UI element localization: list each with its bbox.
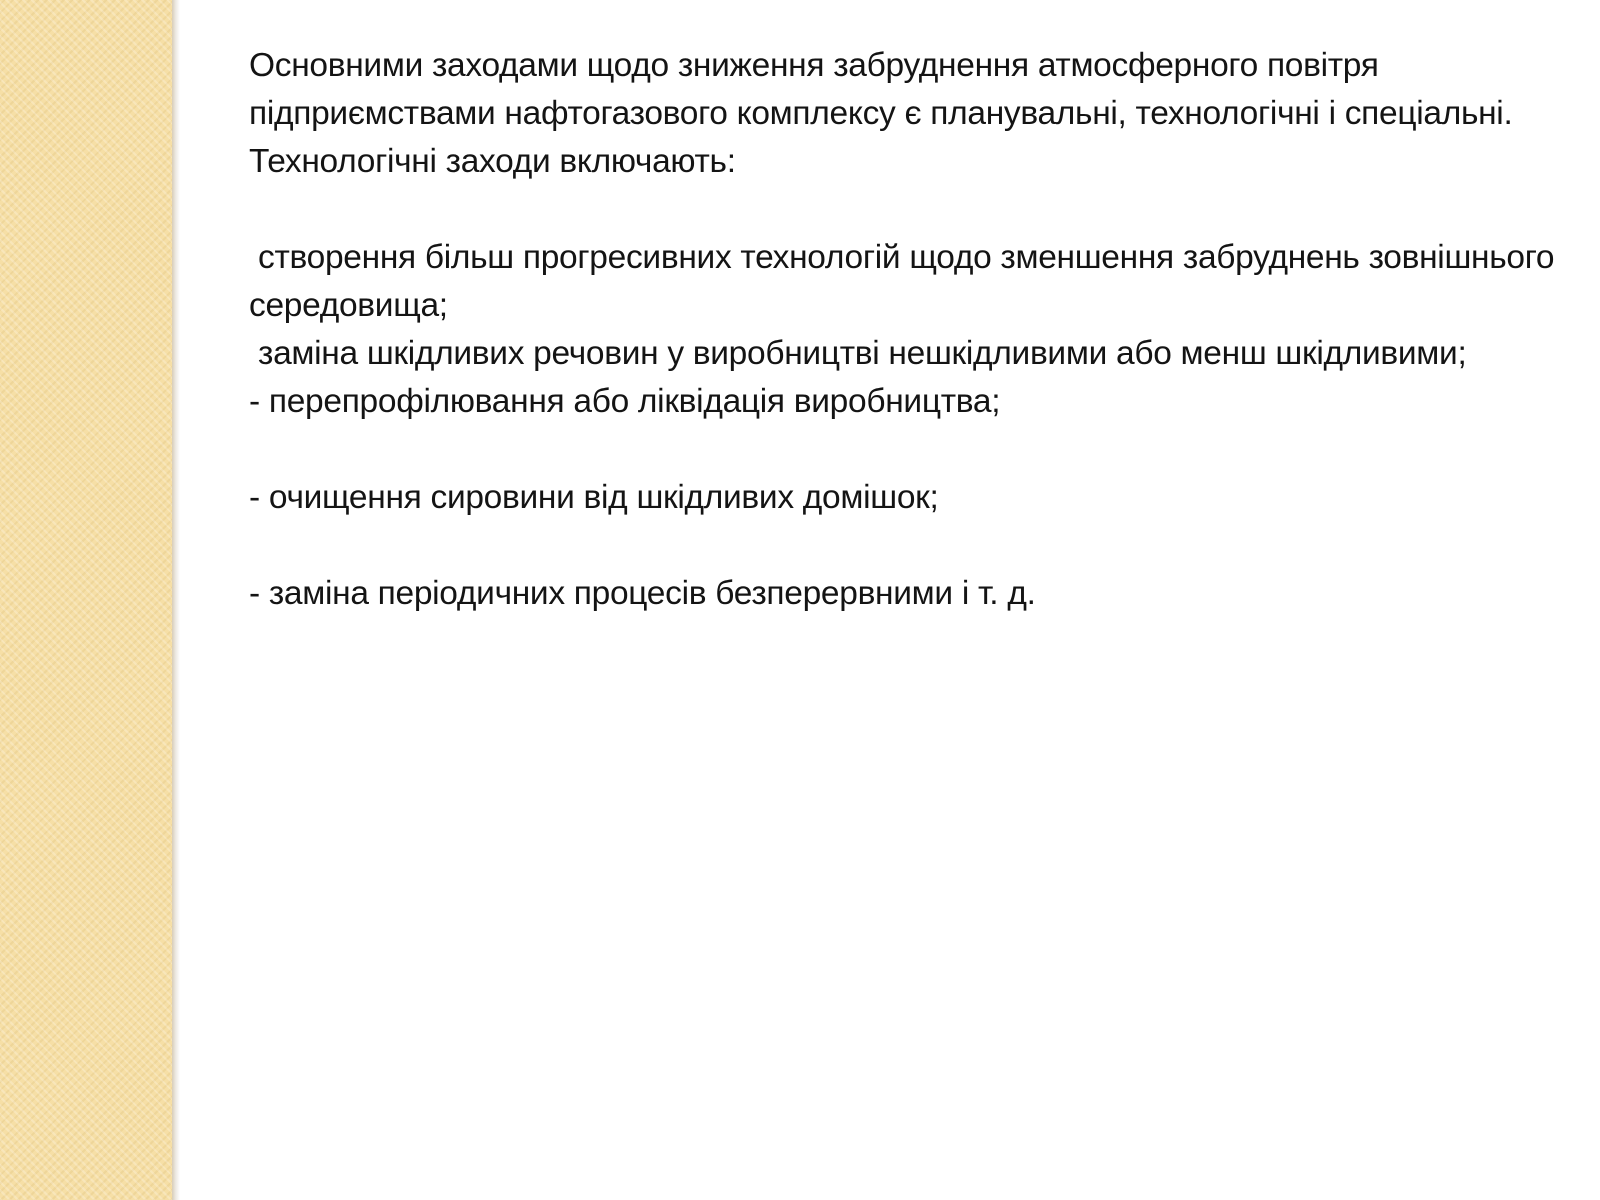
list-item: - перепрофілювання або ліквідація виробництва;	[249, 383, 1001, 420]
paragraph-gap	[249, 522, 1559, 570]
list-item: - заміна періодичних процесів безперервними і т. д.	[249, 575, 1036, 612]
decorative-side-strip	[0, 0, 172, 1200]
slide-content	[249, 42, 1564, 618]
list-item: заміна шкідливих речовин у виробництві нешкідливими або менш шкідливими;	[249, 335, 1467, 372]
paragraph-gap	[249, 186, 1559, 234]
list-item: створення більш прогресивних технологій щодо зменшення забруднень зовнішнього середовища;	[249, 239, 1564, 324]
intro-paragraph: Основними заходами щодо зниження забруднення атмосферного повітря підприємствами нафтогазового комплексу є планувальні, технологічні і спеціальні. Технологічні заходи включають:	[249, 47, 1522, 180]
list-item: - очищення сировини від шкідливих домішок;	[249, 479, 939, 516]
paragraph-gap	[249, 426, 1559, 474]
side-strip-shadow	[172, 0, 180, 1200]
